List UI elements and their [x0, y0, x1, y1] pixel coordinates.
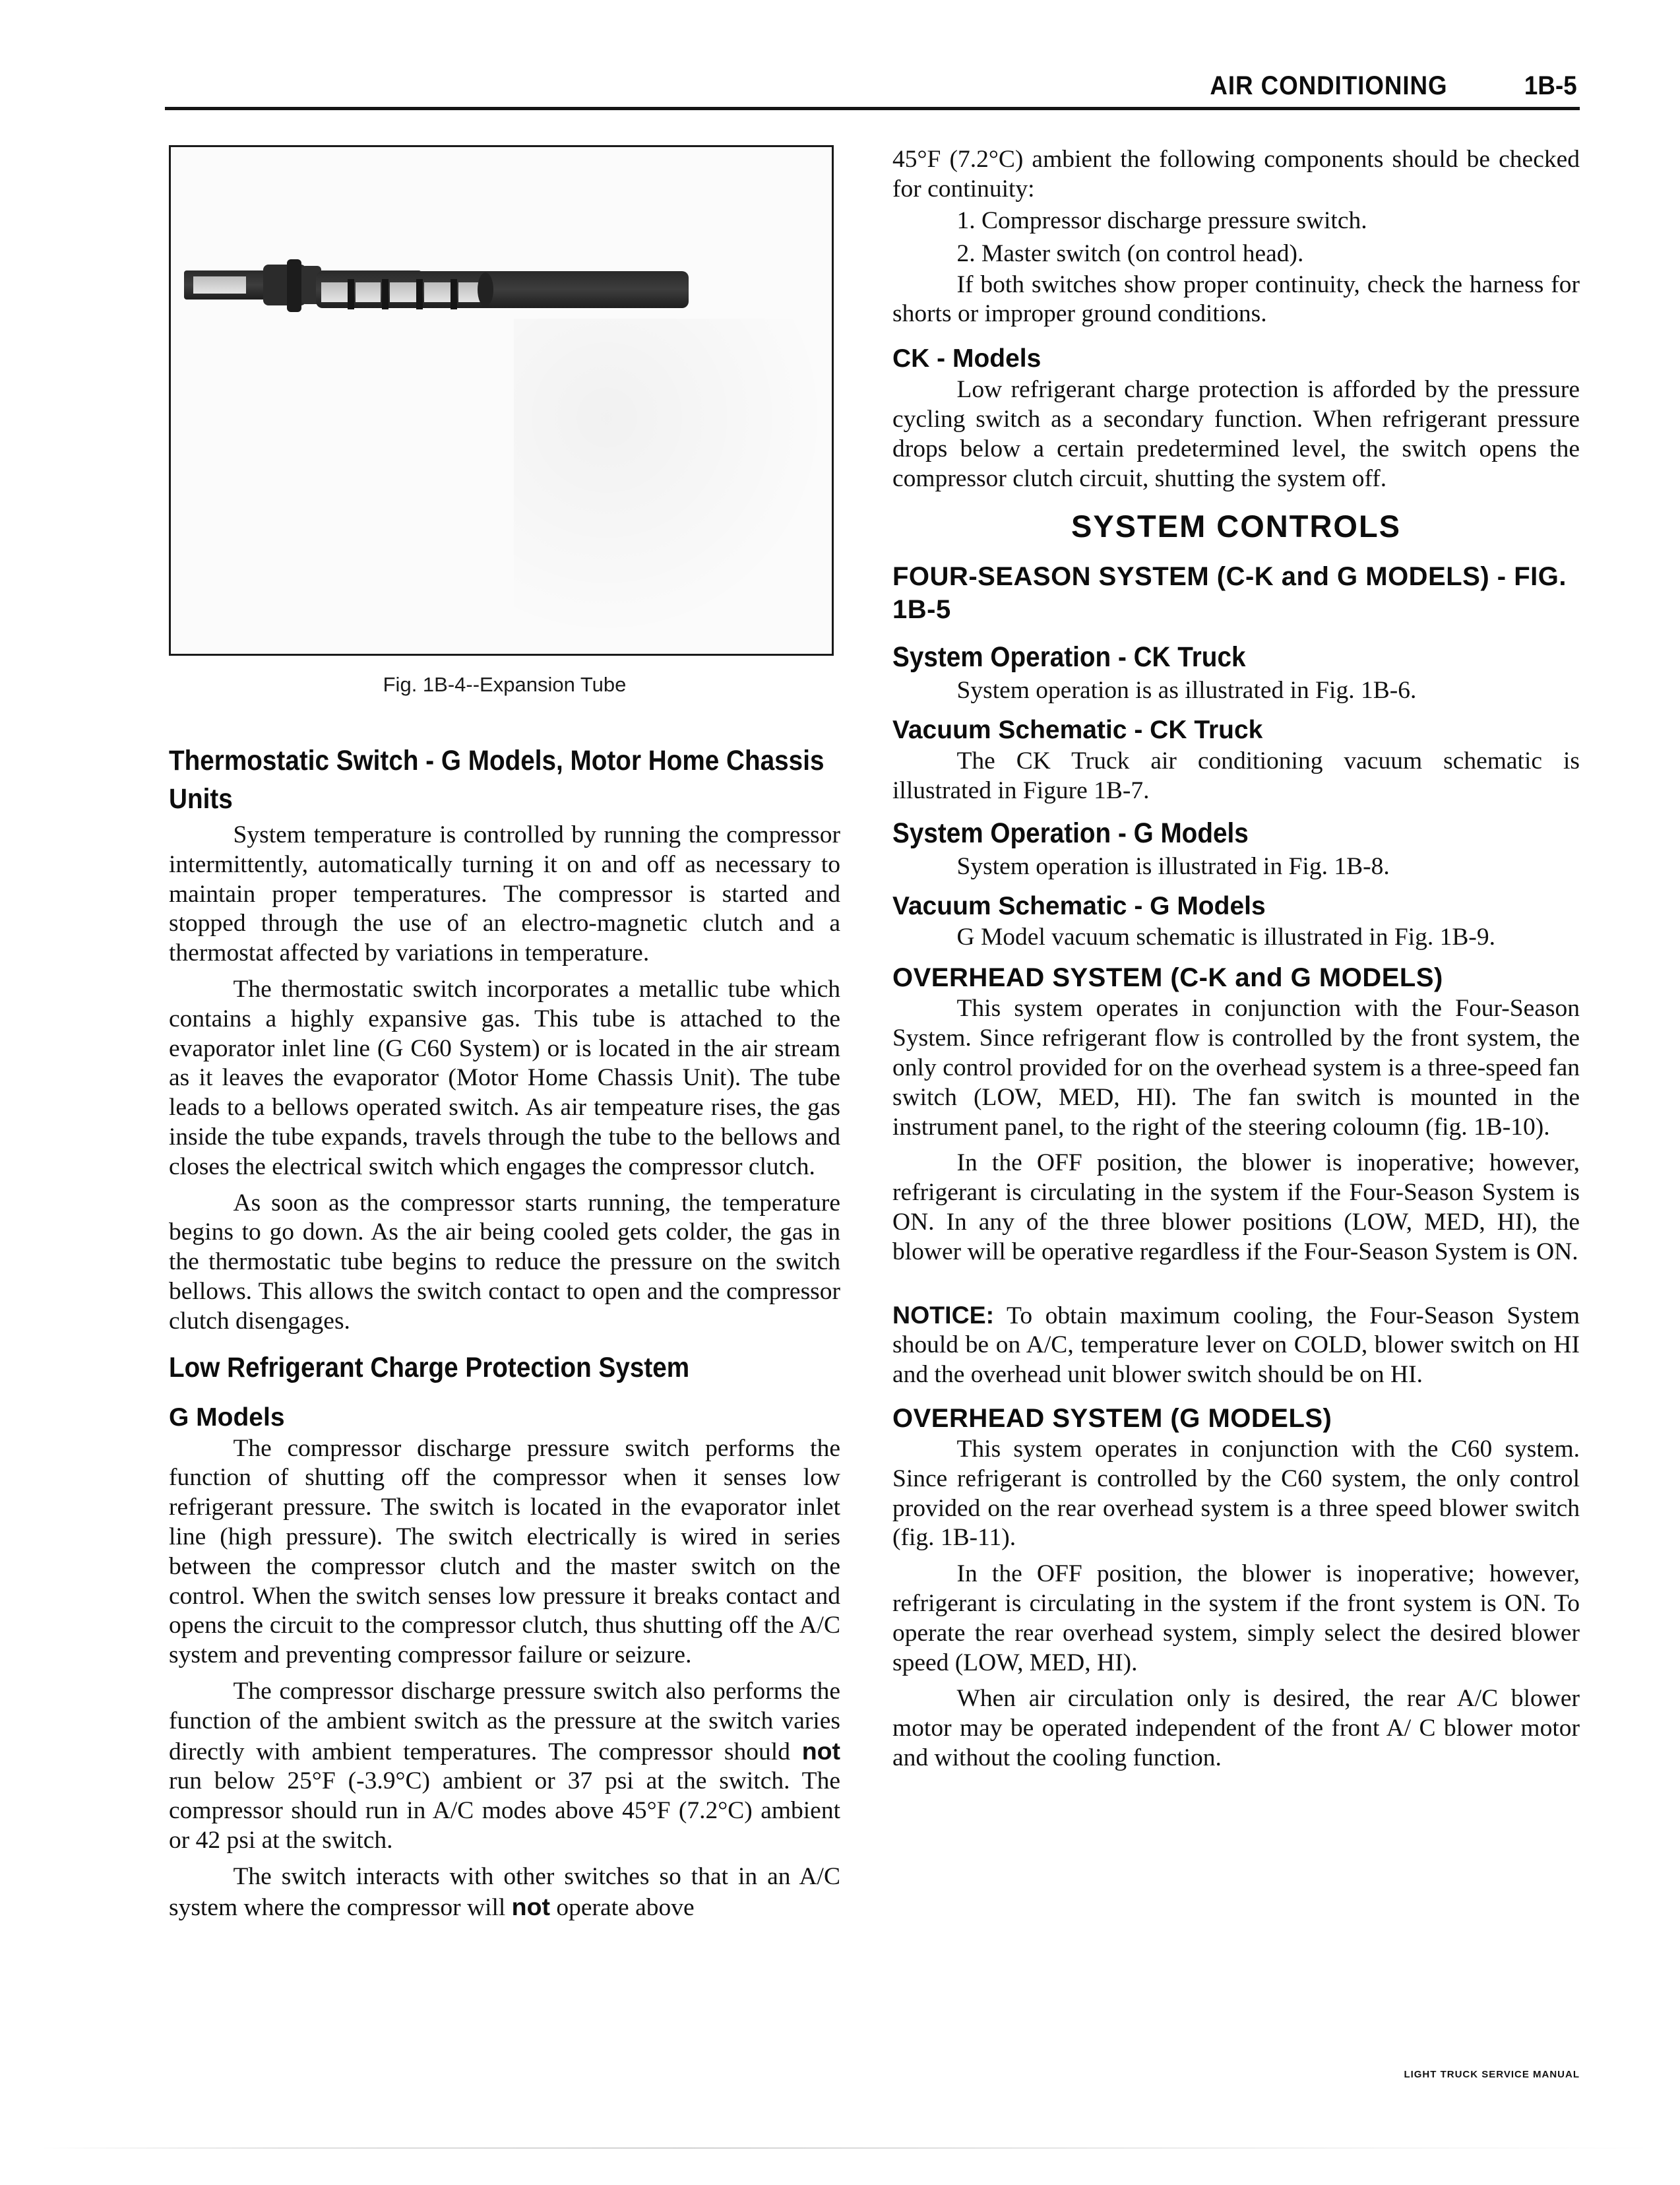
- section-title: AIR CONDITIONING: [1210, 71, 1448, 100]
- paragraph: System operation is illustrated in Fig. 1B-8.: [956, 852, 1390, 880]
- figure-expansion-tube: [169, 145, 834, 656]
- paragraph: When air circulation only is desired, the rear A/C blower motor may be operated independent of the front A/ C blower motor and without the cooling function.: [892, 1685, 1580, 1771]
- scan-artifact-line: [40, 2147, 1656, 2149]
- right-column: [892, 145, 1580, 1773]
- paragraph: In the OFF position, the blower is inoperative; however, refrigerant is circulating in the system if the Four-Season System is ON. In any of the three blower positions (LOW, MED, HI), the blower will be operative regardless if the Four-Season System is ON.: [892, 1149, 1580, 1265]
- heading-ck-models: CK - Models: [892, 344, 1042, 373]
- paragraph: This system operates in conjunction with the C60 system. Since refrigerant is controlled by the C60 system, the only control provided on the rear overhead system is a three speed blower switch (fig. 1B-11).: [892, 1435, 1580, 1552]
- notice-box: NOTICE: To obtain maximum cooling, the Four-Season System should be on A/C, temperature lever on COLD, blower switch on HI and the overhead unit blower switch should be on HI.: [892, 1300, 1580, 1389]
- header-rule: [165, 107, 1580, 110]
- paragraph: The compressor discharge pressure switch also performs the function of the ambient switch as the pressure at the switch varies directly with ambient temperatures. The compressor should not run below 25°F (-3.9°C) ambient or 37 psi at the switch. The compressor should run in A/C modes above 45°F (7.2°C) ambient or 42 psi at the switch.: [169, 1677, 840, 1854]
- page-number: 1B-5: [1524, 71, 1577, 100]
- heading-low-refrigerant: Low Refrigerant Charge Protection System: [169, 1351, 690, 1383]
- left-column: [169, 145, 840, 1922]
- emphasis-not: not: [801, 1736, 840, 1765]
- figure-caption: Fig. 1B-4--Expansion Tube: [383, 673, 627, 696]
- paragraph: The thermostatic switch incorporates a metallic tube which contains a highly expansive gas. This tube is attached to the evaporator inlet line (G C60 System) or is located in the air stream as it leaves the evaporator (Motor Home Chassis Unit). The tube leads to a bellows operated switch. As air tempeature rises, the gas inside the tube expands, travels through the tube to the bellows and closes the electrical switch which engages the compressor clutch.: [169, 975, 840, 1180]
- notice-label: NOTICE:: [892, 1300, 995, 1329]
- heading-vacuum-schematic-g: Vacuum Schematic - G Models: [892, 891, 1266, 920]
- paragraph: The compressor discharge pressure switch performs the function of shutting off the compressor when it senses low refrigerant pressure. The switch is located in the evaporator inlet line (high pressure). The switch electrically is wired in series between the compressor clutch and the master switch on the control. When the switch senses low pressure it breaks contact and opens the circuit to the compressor clutch, thus shutting off the A/C system and preventing compressor failure or seizure.: [169, 1434, 840, 1669]
- paragraph: Low refrigerant charge protection is afforded by the pressure cycling switch as a secondary function. When refrigerant pressure drops below a certain predetermined level, the switch opens the compressor clutch circuit, shutting the system off.: [892, 376, 1580, 492]
- paragraph: The CK Truck air conditioning vacuum schematic is illustrated in Figure 1B-7.: [892, 747, 1580, 804]
- heading-overhead-system-g: OVERHEAD SYSTEM (G MODELS): [892, 1403, 1332, 1433]
- list-item: 2. Master switch (on control head).: [956, 239, 1304, 267]
- list-item: 1. Compressor discharge pressure switch.: [956, 206, 1367, 234]
- expansion-tube-icon: [171, 147, 832, 654]
- continuity-checklist: [892, 205, 1580, 270]
- heading-vacuum-schematic-ck: Vacuum Schematic - CK Truck: [892, 716, 1263, 745]
- heading-four-season-system: FOUR-SEASON SYSTEM (C-K and G MODELS) - FIG. 1B-5: [892, 562, 1567, 625]
- paragraph: As soon as the compressor starts running, the temperature begins to go down. As the air being cooled gets colder, the gas in the thermostatic tube begins to reduce the pressure on the switch bellows. This allows the switch contact to open and the compressor clutch disengages.: [169, 1189, 840, 1335]
- paragraph: In the OFF position, the blower is inoperative; however, refrigerant is circulating in the system if the front system is ON. To operate the rear overhead system, simply select the desired blower speed (LOW, MED, HI).: [892, 1560, 1580, 1676]
- paragraph: The switch interacts with other switches so that in an A/C system where the compressor will not operate above: [169, 1862, 840, 1921]
- emphasis-not: not: [511, 1892, 550, 1920]
- paragraph: System temperature is controlled by running the compressor intermittently, automatically turning it on and off as necessary to maintain proper temperatures. The compressor is started and stopped through the use of an electro-magnetic clutch and a thermostat affected by variations in temperature.: [169, 821, 840, 967]
- paragraph: This system operates in conjunction with the Four-Season System. Since refrigerant flow is controlled by the front system, the only control provided for on the overhead system is a three-speed fan switch (LOW, MED, HI). The fan switch is mounted in the instrument panel, to the right of the steering coloumn (fig. 1B-10).: [892, 995, 1580, 1141]
- heading-thermostatic-switch: Thermostatic Switch - G Models, Motor Home Chassis Units: [169, 745, 824, 815]
- paragraph: System operation is as illustrated in Fig. 1B-6.: [956, 677, 1417, 705]
- heading-g-models: G Models: [169, 1403, 285, 1432]
- heading-overhead-system-ckg: OVERHEAD SYSTEM (C-K and G MODELS): [892, 963, 1443, 993]
- paragraph-continuation: 45°F (7.2°C) ambient the following components should be checked for continuity:: [892, 146, 1580, 203]
- page-header: [165, 63, 1580, 110]
- footer-manual-name: LIGHT TRUCK SERVICE MANUAL: [1404, 2069, 1580, 2080]
- heading-system-operation-ck: System Operation - CK Truck: [892, 641, 1246, 674]
- heading-system-operation-g: System Operation - G Models: [892, 817, 1249, 849]
- heading-system-controls: SYSTEM CONTROLS: [1071, 509, 1402, 544]
- paragraph: If both switches show proper continuity, check the harness for shorts or improper ground conditions.: [892, 270, 1580, 328]
- paragraph: G Model vacuum schematic is illustrated in Fig. 1B-9.: [956, 923, 1496, 951]
